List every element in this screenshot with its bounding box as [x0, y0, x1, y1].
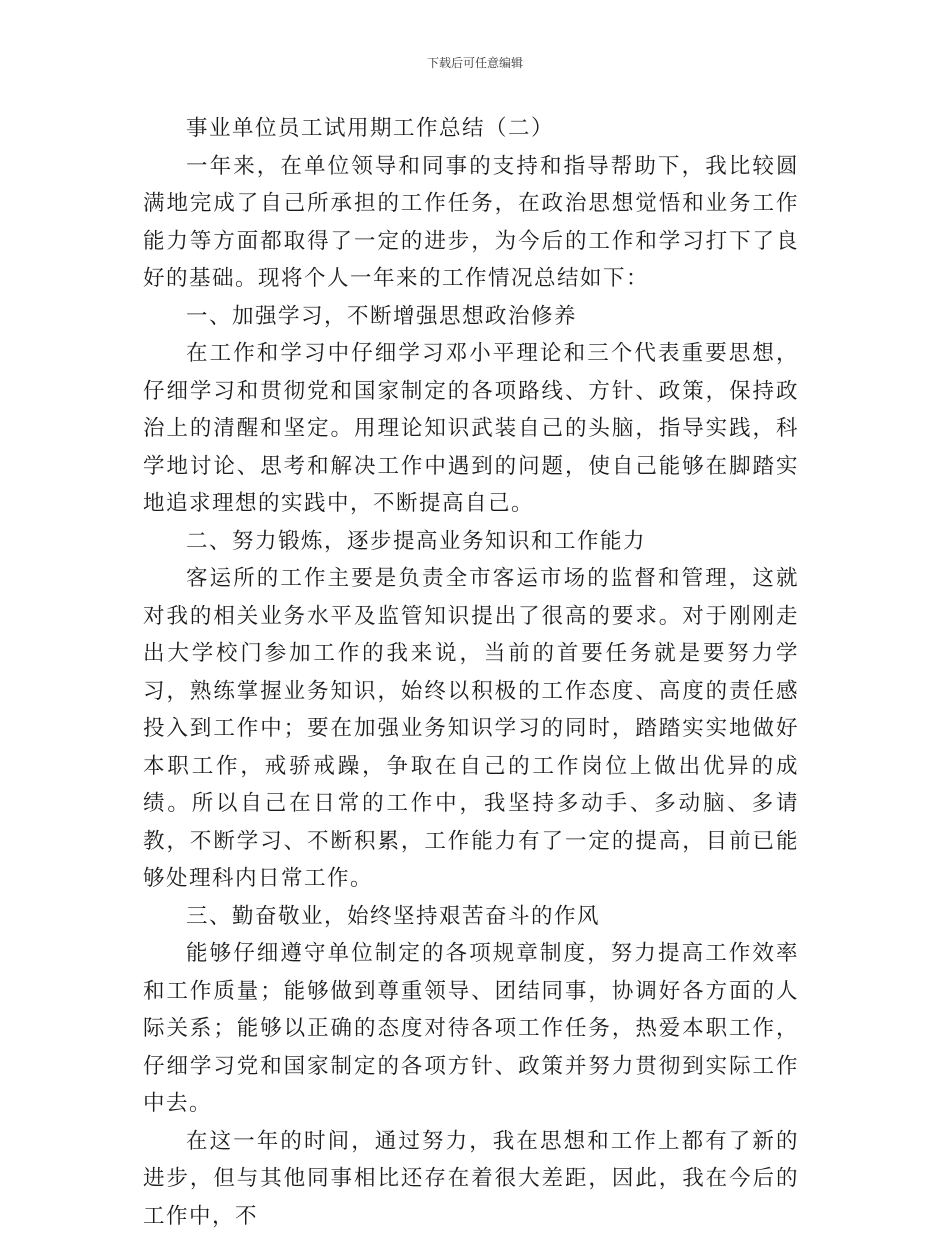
paragraph-section-3: 能够仔细遵守单位制定的各项规章制度，努力提高工作效率和工作质量；能够做到尊重领导、团结同事，协调好各方面的人际关系；能够以正确的态度对待各项工作任务，热爱本职工作，仔细学习党和国家制定的各项方针、政策并努力贯彻到实际工作中去。 [143, 935, 799, 1123]
paragraph-intro: 一年来，在单位领导和同事的支持和指导帮助下，我比较圆满地完成了自己所承担的工作任务，在政治思想觉悟和业务工作能力等方面都取得了一定的进步，为今后的工作和学习打下了良好的基础。现将个人一年来的工作情况总结如下： [143, 148, 799, 298]
section-heading-1: 一、加强学习，不断增强思想政治修养 [143, 298, 799, 336]
document-title: 事业单位员工试用期工作总结（二） [143, 110, 799, 148]
document-body [143, 110, 799, 1235]
header-note: 下载后可任意编辑 [0, 54, 950, 71]
section-heading-2: 二、努力锻炼，逐步提高业务知识和工作能力 [143, 523, 799, 561]
paragraph-section-2: 客运所的工作主要是负责全市客运市场的监督和管理，这就对我的相关业务水平及监管知识提出了很高的要求。对于刚刚走出大学校门参加工作的我来说，当前的首要任务就是要努力学习，熟练掌握业务知识，始终以积极的工作态度、高度的责任感投入到工作中；要在加强业务知识学习的同时，踏踏实实地做好本职工作，戒骄戒躁，争取在自己的工作岗位上做出优异的成绩。所以自己在日常的工作中，我坚持多动手、多动脑、多请教，不断学习、不断积累，工作能力有了一定的提高，目前已能够处理科内日常工作。 [143, 560, 799, 898]
paragraph-section-1: 在工作和学习中仔细学习邓小平理论和三个代表重要思想，仔细学习和贯彻党和国家制定的各项路线、方针、政策，保持政治上的清醒和坚定。用理论知识武装自己的头脑，指导实践，科学地讨论、思考和解决工作中遇到的问题，使自己能够在脚踏实地追求理想的实践中，不断提高自己。 [143, 335, 799, 523]
paragraph-closing: 在这一年的时间，通过努力，我在思想和工作上都有了新的进步，但与其他同事相比还存在着很大差距，因此，我在今后的工作中，不 [143, 1123, 799, 1235]
section-heading-3: 三、勤奋敬业，始终坚持艰苦奋斗的作风 [143, 898, 799, 936]
